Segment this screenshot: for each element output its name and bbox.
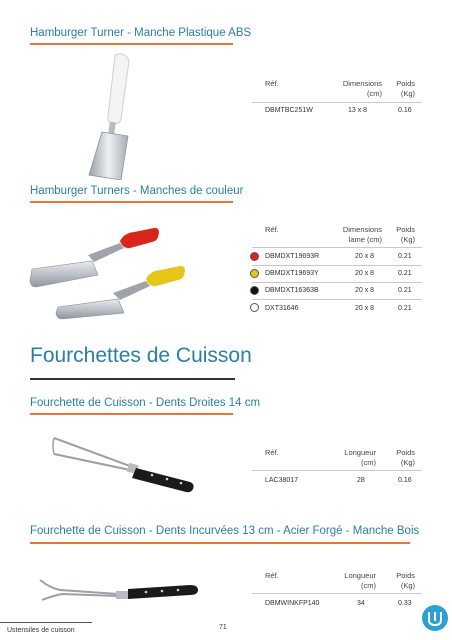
table-cell-dimensions: 20 x 8 <box>355 270 375 277</box>
table-cell-ref: LAC38017 <box>265 477 299 484</box>
table-cell-weight: 0.21 <box>398 287 412 294</box>
table-cell-weight: 0.16 <box>398 107 412 114</box>
table-cell-ref: DBMDXT19693R <box>265 253 320 260</box>
col-header-weight: Poids (Kg) <box>396 225 415 244</box>
table-cell-ref: DBMTBC251W <box>265 107 313 114</box>
table-cell-length: 34 <box>357 600 365 607</box>
table-row-line <box>252 299 422 300</box>
table-cell-weight: 0.33 <box>398 600 412 607</box>
section-title-turners-color: Hamburger Turners - Manches de couleur <box>30 185 244 197</box>
section-title-fork-curved: Fourchette de Cuisson - Dents Incurvées 13 cm - Acier Forgé - Manche Bois <box>30 525 420 537</box>
table-cell-weight: 0.21 <box>398 270 412 277</box>
section-divider <box>30 201 233 203</box>
table-cell-weight: 0.16 <box>398 477 412 484</box>
table-header-line <box>252 247 422 248</box>
col-header-dimensions: Dimensions lame (cm) <box>342 225 382 244</box>
fork-straight-image <box>52 432 197 502</box>
col-header-weight: Poids (Kg) <box>396 571 415 590</box>
col-header-ref: Réf. <box>265 225 279 234</box>
table-cell-ref: DBMWINKFP140 <box>265 600 320 607</box>
turners-color-image <box>28 225 198 320</box>
col-header-dimensions: Dimensions (cm) <box>342 79 382 98</box>
section-title-fork-straight: Fourchette de Cuisson - Dents Droites 14 cm <box>30 397 261 409</box>
table-cell-ref: DBMDXT19693Y <box>265 270 319 277</box>
table-cell-weight: 0.21 <box>398 305 412 312</box>
col-header-ref: Réf. <box>265 571 279 580</box>
table-row-line <box>252 265 422 266</box>
section-title-turner-abs: Hamburger Turner - Manche Plastique ABS <box>30 27 252 39</box>
table-cell-ref: DXT31646 <box>265 305 299 312</box>
table-cell-dimensions: 20 x 8 <box>355 287 375 294</box>
table-cell-dimensions: 13 x 8 <box>348 107 368 114</box>
table-row-line <box>252 282 422 283</box>
color-swatch-yellow <box>250 269 259 278</box>
footer-label: Ustensiles de cuisson <box>7 627 75 634</box>
page-heading-forks: Fourchettes de Cuisson <box>30 344 252 367</box>
table-cell-length: 28 <box>357 477 365 484</box>
col-header-ref: Réf. <box>265 448 279 457</box>
table-cell-dimensions: 20 x 8 <box>355 305 375 312</box>
brand-logo-icon <box>421 604 449 632</box>
col-header-ref: Réf. <box>265 79 279 88</box>
col-header-length: Longueur (cm) <box>344 571 376 590</box>
section-divider <box>30 43 233 45</box>
footer-divider <box>0 622 92 623</box>
section-divider <box>30 413 233 415</box>
page-number: 71 <box>219 624 227 631</box>
table-cell-dimensions: 20 x 8 <box>355 253 375 260</box>
color-swatch-black <box>250 286 259 295</box>
table-header-line <box>252 102 422 103</box>
col-header-weight: Poids (Kg) <box>396 448 415 467</box>
section-divider <box>30 542 410 544</box>
heading-divider <box>30 378 235 380</box>
table-header-line <box>252 593 422 594</box>
color-swatch-red <box>250 252 259 261</box>
col-header-length: Longueur (cm) <box>344 448 376 467</box>
fork-curved-image <box>38 570 203 615</box>
col-header-weight: Poids (Kg) <box>396 79 415 98</box>
table-cell-ref: DBMDXT16363B <box>265 287 319 294</box>
color-swatch-white <box>250 303 259 312</box>
table-header-line <box>252 470 422 471</box>
turner-abs-image <box>75 50 145 180</box>
table-cell-weight: 0.21 <box>398 253 412 260</box>
